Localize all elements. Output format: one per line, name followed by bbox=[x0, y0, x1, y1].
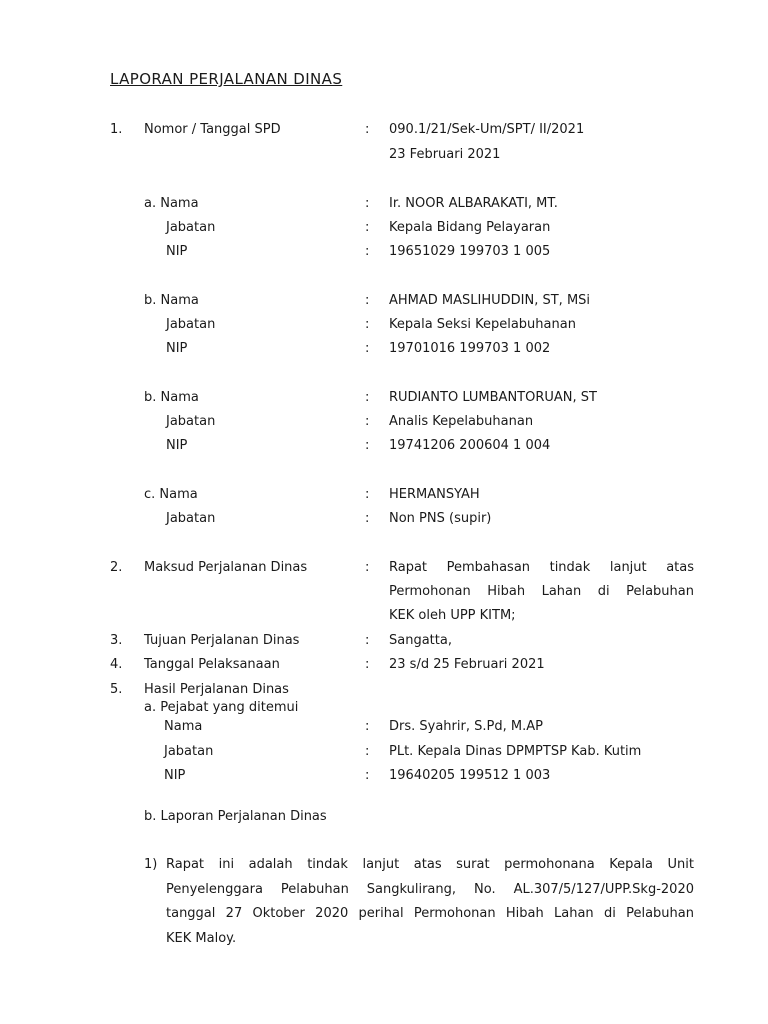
field-label: Nomor / Tanggal SPD bbox=[144, 122, 281, 137]
colon: : bbox=[365, 244, 370, 259]
field-label: Tanggal Pelaksanaan bbox=[144, 657, 280, 672]
person-name: Ir. NOOR ALBARAKATI, MT. bbox=[389, 196, 558, 211]
report-paragraph-line: tanggal 27 Oktober 2020 perihal Permohonan Hibah Lahan di Pelabuhan bbox=[166, 906, 694, 921]
colon: : bbox=[365, 341, 370, 356]
person-position-label: Jabatan bbox=[166, 220, 216, 235]
report-paragraph-line: Penyelenggara Pelabuhan Sangkulirang, No. AL.307/5/127/UPP.Skg-2020 bbox=[166, 882, 694, 897]
report-paragraph-line: Rapat ini adalah tindak lanjut atas surat permohonana Kepala Unit bbox=[166, 857, 694, 872]
colon: : bbox=[365, 768, 370, 783]
colon: : bbox=[365, 122, 370, 137]
person-name-label: c. Nama bbox=[144, 487, 198, 502]
colon: : bbox=[365, 487, 370, 502]
document-title: LAPORAN PERJALANAN DINAS bbox=[110, 70, 343, 88]
colon: : bbox=[365, 293, 370, 308]
colon: : bbox=[365, 414, 370, 429]
official-name-label: Nama bbox=[164, 719, 203, 734]
spd-number: 090.1/21/Sek-Um/SPT/ II/2021 bbox=[389, 122, 585, 137]
colon: : bbox=[365, 317, 370, 332]
person-nip-label: NIP bbox=[166, 341, 188, 356]
field-label: Maksud Perjalanan Dinas bbox=[144, 560, 308, 575]
item-number: 3. bbox=[110, 633, 123, 648]
purpose-line: Permohonan Hibah Lahan di Pelabuhan bbox=[389, 584, 694, 599]
person-name-label: a. Nama bbox=[144, 196, 199, 211]
item-number: 5. bbox=[110, 682, 123, 697]
field-label: Hasil Perjalanan Dinas bbox=[144, 682, 289, 697]
person-name: HERMANSYAH bbox=[389, 487, 480, 502]
colon: : bbox=[365, 196, 370, 211]
colon: : bbox=[365, 744, 370, 759]
colon: : bbox=[365, 560, 370, 575]
person-nip: 19741206 200604 1 004 bbox=[389, 438, 551, 453]
person-nip-label: NIP bbox=[166, 244, 188, 259]
colon: : bbox=[365, 390, 370, 405]
item-number: 4. bbox=[110, 657, 123, 672]
person-name: RUDIANTO LUMBANTORUAN, ST bbox=[389, 390, 597, 405]
sub-heading: a. Pejabat yang ditemui bbox=[144, 700, 299, 715]
sub-heading: b. Laporan Perjalanan Dinas bbox=[144, 809, 327, 824]
item-number: 1. bbox=[110, 122, 123, 137]
person-name: AHMAD MASLIHUDDIN, ST, MSi bbox=[389, 293, 591, 308]
person-nip-label: NIP bbox=[166, 438, 188, 453]
official-name: Drs. Syahrir, S.Pd, M.AP bbox=[389, 719, 543, 734]
destination-value: Sangatta, bbox=[389, 633, 452, 648]
colon: : bbox=[365, 633, 370, 648]
person-name-label: b. Nama bbox=[144, 390, 199, 405]
official-position-label: Jabatan bbox=[164, 744, 214, 759]
person-position: Non PNS (supir) bbox=[389, 511, 492, 526]
colon: : bbox=[365, 657, 370, 672]
person-position-label: Jabatan bbox=[166, 511, 216, 526]
colon: : bbox=[365, 511, 370, 526]
person-position: Kepala Seksi Kepelabuhanan bbox=[389, 317, 576, 332]
colon: : bbox=[365, 438, 370, 453]
person-nip: 19651029 199703 1 005 bbox=[389, 244, 551, 259]
person-nip: 19701016 199703 1 002 bbox=[389, 341, 551, 356]
official-nip: 19640205 199512 1 003 bbox=[389, 768, 551, 783]
date-value: 23 s/d 25 Februari 2021 bbox=[389, 657, 545, 672]
person-position: Analis Kepelabuhanan bbox=[389, 414, 534, 429]
person-position: Kepala Bidang Pelayaran bbox=[389, 220, 551, 235]
person-position-label: Jabatan bbox=[166, 414, 216, 429]
item-number: 2. bbox=[110, 560, 123, 575]
colon: : bbox=[365, 719, 370, 734]
field-label: Tujuan Perjalanan Dinas bbox=[144, 633, 300, 648]
person-name-label: b. Nama bbox=[144, 293, 199, 308]
person-position-label: Jabatan bbox=[166, 317, 216, 332]
official-nip-label: NIP bbox=[164, 768, 186, 783]
purpose-line: KEK oleh UPP KITM; bbox=[389, 608, 516, 623]
report-paragraph-line: KEK Maloy. bbox=[166, 931, 237, 946]
official-position: PLt. Kepala Dinas DPMPTSP Kab. Kutim bbox=[389, 744, 642, 759]
spd-date: 23 Februari 2021 bbox=[389, 147, 501, 162]
colon: : bbox=[365, 220, 370, 235]
purpose-line: Rapat Pembahasan tindak lanjut atas bbox=[389, 560, 694, 575]
point-number: 1) bbox=[144, 857, 158, 872]
